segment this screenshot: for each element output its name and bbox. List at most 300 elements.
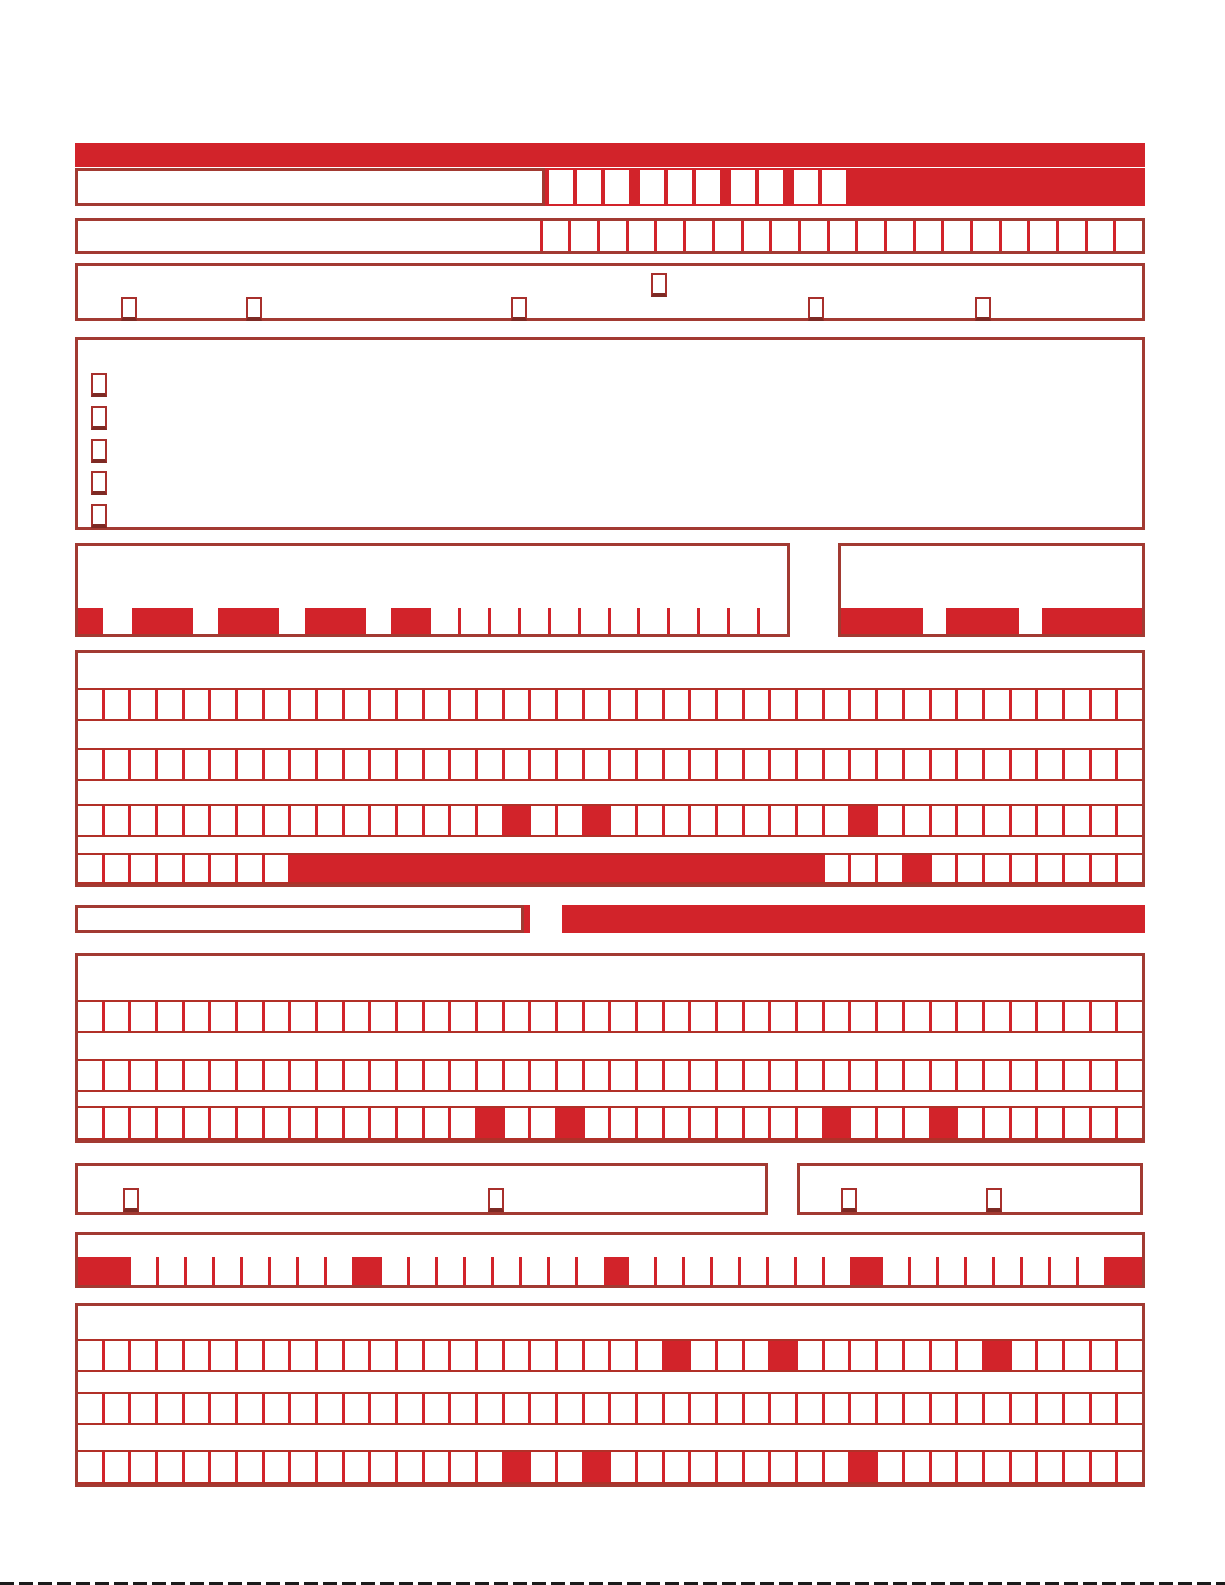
entry-cell[interactable] <box>398 1452 422 1482</box>
entry-cell[interactable] <box>398 1341 422 1370</box>
entry-cell[interactable] <box>478 750 502 779</box>
entry-cell[interactable] <box>665 1108 689 1138</box>
entry-cell[interactable] <box>238 855 262 882</box>
entry-cell[interactable] <box>640 608 667 634</box>
entry-cell[interactable] <box>185 1394 209 1423</box>
entry-cell[interactable] <box>1012 690 1036 719</box>
entry-cell[interactable] <box>665 750 689 779</box>
entry-cell[interactable] <box>798 1452 822 1482</box>
entry-cell[interactable] <box>878 1108 902 1138</box>
entry-cell[interactable] <box>78 1394 102 1423</box>
entry-cell[interactable] <box>638 1394 662 1423</box>
entry-cell[interactable] <box>291 690 315 719</box>
entry-cell[interactable] <box>585 750 609 779</box>
entry-cell[interactable] <box>158 1341 182 1370</box>
entry-cell[interactable] <box>531 806 555 835</box>
entry-cell[interactable] <box>713 1257 738 1285</box>
entry-cell[interactable] <box>158 690 182 719</box>
entry-cell[interactable] <box>211 690 235 719</box>
entry-cell[interactable] <box>958 690 982 719</box>
entry-cell[interactable] <box>1038 1341 1062 1370</box>
entry-cell[interactable] <box>1118 690 1142 719</box>
entry-cell[interactable] <box>1118 1452 1142 1482</box>
entry-cell[interactable] <box>932 855 956 882</box>
entry-cell[interactable] <box>531 1452 555 1482</box>
entry-cell[interactable] <box>291 1061 315 1090</box>
entry-cell[interactable] <box>1092 690 1116 719</box>
entry-cell[interactable] <box>291 1341 315 1370</box>
entry-cell[interactable] <box>958 806 982 835</box>
entry-cell[interactable] <box>105 1341 129 1370</box>
entry-cell[interactable] <box>543 221 569 251</box>
entry-cell[interactable] <box>1038 1394 1062 1423</box>
entry-cell[interactable] <box>478 690 502 719</box>
entry-cell[interactable] <box>745 806 769 835</box>
entry-cell[interactable] <box>131 1341 155 1370</box>
entry-cell[interactable] <box>211 855 235 882</box>
entry-cell[interactable] <box>318 806 342 835</box>
entry-cell[interactable] <box>491 608 518 634</box>
entry-cell[interactable] <box>318 750 342 779</box>
entry-cell[interactable] <box>638 750 662 779</box>
entry-cell[interactable] <box>611 608 638 634</box>
entry-cell[interactable] <box>345 1452 369 1482</box>
entry-tile[interactable] <box>696 170 720 204</box>
entry-cell[interactable] <box>771 1452 795 1482</box>
entry-cell[interactable] <box>718 1341 742 1370</box>
entry-cell[interactable] <box>105 1002 129 1031</box>
entry-cell[interactable] <box>825 1341 849 1370</box>
entry-cell[interactable] <box>686 221 712 251</box>
entry-cell[interactable] <box>771 750 795 779</box>
entry-cell[interactable] <box>318 1002 342 1031</box>
entry-cell[interactable] <box>558 1341 582 1370</box>
entry-cell[interactable] <box>718 1394 742 1423</box>
entry-cell[interactable] <box>1012 855 1036 882</box>
checkbox[interactable] <box>246 297 262 321</box>
entry-cell[interactable] <box>318 690 342 719</box>
entry-cell[interactable] <box>185 1452 209 1482</box>
entry-cell[interactable] <box>1065 855 1089 882</box>
entry-cell[interactable] <box>905 1061 929 1090</box>
entry-tile[interactable] <box>640 170 664 204</box>
entry-tile[interactable] <box>549 170 573 204</box>
entry-cell[interactable] <box>905 690 929 719</box>
entry-cell[interactable] <box>851 690 875 719</box>
entry-cell[interactable] <box>158 1061 182 1090</box>
entry-cell[interactable] <box>371 1108 395 1138</box>
entry-cell[interactable] <box>1118 1061 1142 1090</box>
entry-cell[interactable] <box>718 1452 742 1482</box>
entry-cell[interactable] <box>105 750 129 779</box>
entry-cell[interactable] <box>798 1002 822 1031</box>
entry-cell[interactable] <box>851 1061 875 1090</box>
entry-cell[interactable] <box>371 1002 395 1031</box>
entry-cell[interactable] <box>558 1002 582 1031</box>
entry-cell[interactable] <box>291 1452 315 1482</box>
entry-cell[interactable] <box>505 690 529 719</box>
entry-cell[interactable] <box>585 1061 609 1090</box>
entry-cell[interactable] <box>878 806 902 835</box>
entry-tile[interactable] <box>731 170 755 204</box>
entry-cell[interactable] <box>451 1108 475 1138</box>
entry-cell[interactable] <box>638 690 662 719</box>
entry-cell[interactable] <box>1065 1061 1089 1090</box>
entry-cell[interactable] <box>1118 1002 1142 1031</box>
entry-cell[interactable] <box>958 1061 982 1090</box>
entry-cell[interactable] <box>291 806 315 835</box>
entry-cell[interactable] <box>905 1452 929 1482</box>
entry-cell[interactable] <box>611 1394 635 1423</box>
entry-cell[interactable] <box>878 690 902 719</box>
text-field[interactable] <box>75 905 524 933</box>
checkbox[interactable] <box>488 1188 504 1212</box>
entry-cell[interactable] <box>531 690 555 719</box>
entry-cell[interactable] <box>741 1257 766 1285</box>
entry-cell[interactable] <box>911 1257 936 1285</box>
entry-cell[interactable] <box>531 1341 555 1370</box>
entry-cell[interactable] <box>238 1394 262 1423</box>
entry-cell[interactable] <box>478 1394 502 1423</box>
entry-cell[interactable] <box>611 806 635 835</box>
entry-cell[interactable] <box>825 750 849 779</box>
checkbox[interactable] <box>91 439 107 463</box>
entry-cell[interactable] <box>531 1394 555 1423</box>
entry-cell[interactable] <box>78 1002 102 1031</box>
entry-cell[interactable] <box>905 1108 929 1138</box>
entry-cell[interactable] <box>185 806 209 835</box>
entry-cell[interactable] <box>461 608 488 634</box>
entry-cell[interactable] <box>771 1061 795 1090</box>
entry-cell[interactable] <box>158 1452 182 1482</box>
entry-cell[interactable] <box>973 221 999 251</box>
entry-cell[interactable] <box>131 690 155 719</box>
entry-cell[interactable] <box>425 1452 449 1482</box>
entry-cell[interactable] <box>905 750 929 779</box>
entry-cell[interactable] <box>265 806 289 835</box>
entry-cell[interactable] <box>1012 1341 1036 1370</box>
entry-cell[interactable] <box>211 806 235 835</box>
entry-cell[interactable] <box>797 1257 822 1285</box>
entry-cell[interactable] <box>685 1257 710 1285</box>
entry-cell[interactable] <box>131 1257 156 1285</box>
entry-cell[interactable] <box>265 1002 289 1031</box>
entry-cell[interactable] <box>279 608 305 634</box>
entry-cell[interactable] <box>105 806 129 835</box>
entry-cell[interactable] <box>905 1394 929 1423</box>
entry-cell[interactable] <box>691 690 715 719</box>
entry-cell[interactable] <box>345 1394 369 1423</box>
entry-cell[interactable] <box>211 1108 235 1138</box>
entry-cell[interactable] <box>958 1394 982 1423</box>
entry-cell[interactable] <box>718 1002 742 1031</box>
entry-cell[interactable] <box>185 1108 209 1138</box>
entry-cell[interactable] <box>611 1108 635 1138</box>
entry-cell[interactable] <box>825 1452 849 1482</box>
entry-cell[interactable] <box>1092 855 1116 882</box>
entry-cell[interactable] <box>345 806 369 835</box>
entry-cell[interactable] <box>665 1061 689 1090</box>
entry-cell[interactable] <box>985 1002 1009 1031</box>
entry-cell[interactable] <box>398 1002 422 1031</box>
entry-cell[interactable] <box>103 608 132 634</box>
entry-cell[interactable] <box>551 608 578 634</box>
entry-cell[interactable] <box>745 750 769 779</box>
entry-cell[interactable] <box>158 1002 182 1031</box>
entry-cell[interactable] <box>131 855 155 882</box>
entry-cell[interactable] <box>425 690 449 719</box>
entry-cell[interactable] <box>745 1108 769 1138</box>
entry-cell[interactable] <box>798 750 822 779</box>
checkbox[interactable] <box>651 273 667 297</box>
checkbox[interactable] <box>808 297 824 321</box>
entry-cell[interactable] <box>715 221 741 251</box>
entry-cell[interactable] <box>985 1394 1009 1423</box>
entry-cell[interactable] <box>345 1341 369 1370</box>
entry-cell[interactable] <box>932 1452 956 1482</box>
entry-cell[interactable] <box>1012 1002 1036 1031</box>
entry-cell[interactable] <box>771 806 795 835</box>
entry-cell[interactable] <box>131 806 155 835</box>
entry-cell[interactable] <box>345 1002 369 1031</box>
entry-cell[interactable] <box>105 1061 129 1090</box>
entry-cell[interactable] <box>691 1394 715 1423</box>
entry-cell[interactable] <box>238 806 262 835</box>
entry-cell[interactable] <box>398 1394 422 1423</box>
entry-cell[interactable] <box>345 1108 369 1138</box>
entry-cell[interactable] <box>771 1002 795 1031</box>
entry-cell[interactable] <box>371 1452 395 1482</box>
entry-cell[interactable] <box>291 1002 315 1031</box>
entry-cell[interactable] <box>718 1108 742 1138</box>
entry-cell[interactable] <box>1065 690 1089 719</box>
entry-cell[interactable] <box>985 1452 1009 1482</box>
entry-tile[interactable] <box>668 170 692 204</box>
entry-cell[interactable] <box>825 1257 850 1285</box>
entry-cell[interactable] <box>638 1002 662 1031</box>
entry-cell[interactable] <box>291 1108 315 1138</box>
entry-cell[interactable] <box>505 1002 529 1031</box>
entry-cell[interactable] <box>958 750 982 779</box>
entry-cell[interactable] <box>1065 1341 1089 1370</box>
entry-cell[interactable] <box>291 1394 315 1423</box>
entry-cell[interactable] <box>505 1061 529 1090</box>
entry-cell[interactable] <box>1038 806 1062 835</box>
entry-cell[interactable] <box>451 806 475 835</box>
entry-cell[interactable] <box>825 1394 849 1423</box>
entry-cell[interactable] <box>478 1061 502 1090</box>
entry-cell[interactable] <box>185 1002 209 1031</box>
entry-cell[interactable] <box>638 1452 662 1482</box>
entry-cell[interactable] <box>825 1002 849 1031</box>
entry-tile[interactable] <box>577 170 601 204</box>
entry-cell[interactable] <box>185 1341 209 1370</box>
entry-cell[interactable] <box>700 608 727 634</box>
entry-cell[interactable] <box>371 750 395 779</box>
entry-cell[interactable] <box>185 750 209 779</box>
entry-cell[interactable] <box>291 750 315 779</box>
entry-cell[interactable] <box>585 1002 609 1031</box>
entry-cell[interactable] <box>571 221 597 251</box>
entry-cell[interactable] <box>878 1452 902 1482</box>
entry-cell[interactable] <box>985 855 1009 882</box>
entry-cell[interactable] <box>451 1061 475 1090</box>
entry-cell[interactable] <box>939 1257 964 1285</box>
entry-cell[interactable] <box>825 855 849 882</box>
entry-cell[interactable] <box>878 1002 902 1031</box>
entry-cell[interactable] <box>718 750 742 779</box>
entry-cell[interactable] <box>78 806 102 835</box>
entry-cell[interactable] <box>425 806 449 835</box>
entry-cell[interactable] <box>585 1108 609 1138</box>
entry-cell[interactable] <box>505 750 529 779</box>
entry-cell[interactable] <box>585 1394 609 1423</box>
entry-cell[interactable] <box>366 608 391 634</box>
entry-cell[interactable] <box>1065 1452 1089 1482</box>
entry-cell[interactable] <box>878 1061 902 1090</box>
entry-cell[interactable] <box>531 750 555 779</box>
entry-cell[interactable] <box>550 1257 575 1285</box>
entry-cell[interactable] <box>158 1394 182 1423</box>
entry-cell[interactable] <box>371 806 395 835</box>
entry-cell[interactable] <box>1118 855 1142 882</box>
entry-cell[interactable] <box>932 1061 956 1090</box>
entry-cell[interactable] <box>1065 806 1089 835</box>
entry-cell[interactable] <box>466 1257 491 1285</box>
entry-cell[interactable] <box>932 1394 956 1423</box>
entry-cell[interactable] <box>398 1108 422 1138</box>
entry-cell[interactable] <box>522 1257 547 1285</box>
entry-cell[interactable] <box>665 1394 689 1423</box>
entry-cell[interactable] <box>858 221 884 251</box>
entry-cell[interactable] <box>78 1341 102 1370</box>
entry-cell[interactable] <box>131 1108 155 1138</box>
entry-cell[interactable] <box>1038 690 1062 719</box>
entry-cell[interactable] <box>1118 806 1142 835</box>
entry-cell[interactable] <box>878 750 902 779</box>
entry-cell[interactable] <box>265 1061 289 1090</box>
entry-cell[interactable] <box>1002 221 1028 251</box>
entry-cell[interactable] <box>611 1002 635 1031</box>
entry-cell[interactable] <box>985 1061 1009 1090</box>
entry-cell[interactable] <box>265 1394 289 1423</box>
entry-cell[interactable] <box>238 1061 262 1090</box>
entry-cell[interactable] <box>851 1341 875 1370</box>
entry-cell[interactable] <box>451 1002 475 1031</box>
entry-cell[interactable] <box>478 1341 502 1370</box>
entry-cell[interactable] <box>185 690 209 719</box>
entry-cell[interactable] <box>657 221 683 251</box>
entry-cell[interactable] <box>798 690 822 719</box>
entry-cell[interactable] <box>327 1257 352 1285</box>
entry-cell[interactable] <box>1038 1002 1062 1031</box>
entry-cell[interactable] <box>265 1108 289 1138</box>
entry-cell[interactable] <box>238 750 262 779</box>
entry-cell[interactable] <box>718 806 742 835</box>
entry-cell[interactable] <box>887 221 913 251</box>
entry-cell[interactable] <box>131 750 155 779</box>
entry-cell[interactable] <box>769 1257 794 1285</box>
entry-cell[interactable] <box>185 1061 209 1090</box>
entry-cell[interactable] <box>193 608 218 634</box>
entry-cell[interactable] <box>265 690 289 719</box>
entry-cell[interactable] <box>531 1108 555 1138</box>
entry-cell[interactable] <box>1012 806 1036 835</box>
entry-cell[interactable] <box>265 1341 289 1370</box>
checkbox[interactable] <box>121 297 137 321</box>
entry-cell[interactable] <box>932 1002 956 1031</box>
entry-cell[interactable] <box>825 690 849 719</box>
entry-cell[interactable] <box>1012 1108 1036 1138</box>
entry-cell[interactable] <box>905 1341 929 1370</box>
entry-cell[interactable] <box>1092 750 1116 779</box>
entry-cell[interactable] <box>131 1002 155 1031</box>
entry-cell[interactable] <box>318 1108 342 1138</box>
entry-cell[interactable] <box>158 750 182 779</box>
entry-cell[interactable] <box>611 750 635 779</box>
entry-cell[interactable] <box>215 1257 240 1285</box>
entry-cell[interactable] <box>878 855 902 882</box>
entry-cell[interactable] <box>158 855 182 882</box>
entry-cell[interactable] <box>798 1061 822 1090</box>
entry-cell[interactable] <box>558 1394 582 1423</box>
entry-cell[interactable] <box>638 1108 662 1138</box>
entry-cell[interactable] <box>1038 855 1062 882</box>
entry-cell[interactable] <box>78 750 102 779</box>
entry-tile[interactable] <box>794 170 818 204</box>
entry-cell[interactable] <box>494 1257 519 1285</box>
entry-cell[interactable] <box>798 1108 822 1138</box>
entry-cell[interactable] <box>478 1002 502 1031</box>
checkbox[interactable] <box>91 406 107 430</box>
entry-cell[interactable] <box>425 1061 449 1090</box>
entry-cell[interactable] <box>185 855 209 882</box>
checkbox[interactable] <box>91 504 107 528</box>
entry-cell[interactable] <box>1012 1452 1036 1482</box>
entry-cell[interactable] <box>158 1108 182 1138</box>
entry-cell[interactable] <box>1065 1394 1089 1423</box>
entry-tile[interactable] <box>759 170 783 204</box>
entry-cell[interactable] <box>916 221 942 251</box>
entry-cell[interactable] <box>958 1002 982 1031</box>
entry-cell[interactable] <box>1092 806 1116 835</box>
entry-cell[interactable] <box>665 1452 689 1482</box>
entry-cell[interactable] <box>521 608 548 634</box>
entry-cell[interactable] <box>657 1257 682 1285</box>
entry-cell[interactable] <box>265 855 289 882</box>
entry-cell[interactable] <box>505 1341 529 1370</box>
entry-cell[interactable] <box>1065 750 1089 779</box>
entry-cell[interactable] <box>425 750 449 779</box>
entry-cell[interactable] <box>1092 1452 1116 1482</box>
entry-cell[interactable] <box>1030 221 1056 251</box>
entry-cell[interactable] <box>318 1452 342 1482</box>
checkbox[interactable] <box>986 1188 1002 1212</box>
entry-cell[interactable] <box>105 1452 129 1482</box>
entry-cell[interactable] <box>238 1341 262 1370</box>
entry-cell[interactable] <box>1038 750 1062 779</box>
entry-cell[interactable] <box>438 1257 463 1285</box>
entry-cell[interactable] <box>905 806 929 835</box>
entry-cell[interactable] <box>1065 1108 1089 1138</box>
entry-cell[interactable] <box>1088 221 1114 251</box>
entry-cell[interactable] <box>1118 1108 1142 1138</box>
entry-cell[interactable] <box>1012 1394 1036 1423</box>
entry-cell[interactable] <box>105 1394 129 1423</box>
entry-cell[interactable] <box>745 1452 769 1482</box>
entry-cell[interactable] <box>585 1341 609 1370</box>
entry-cell[interactable] <box>932 1341 956 1370</box>
